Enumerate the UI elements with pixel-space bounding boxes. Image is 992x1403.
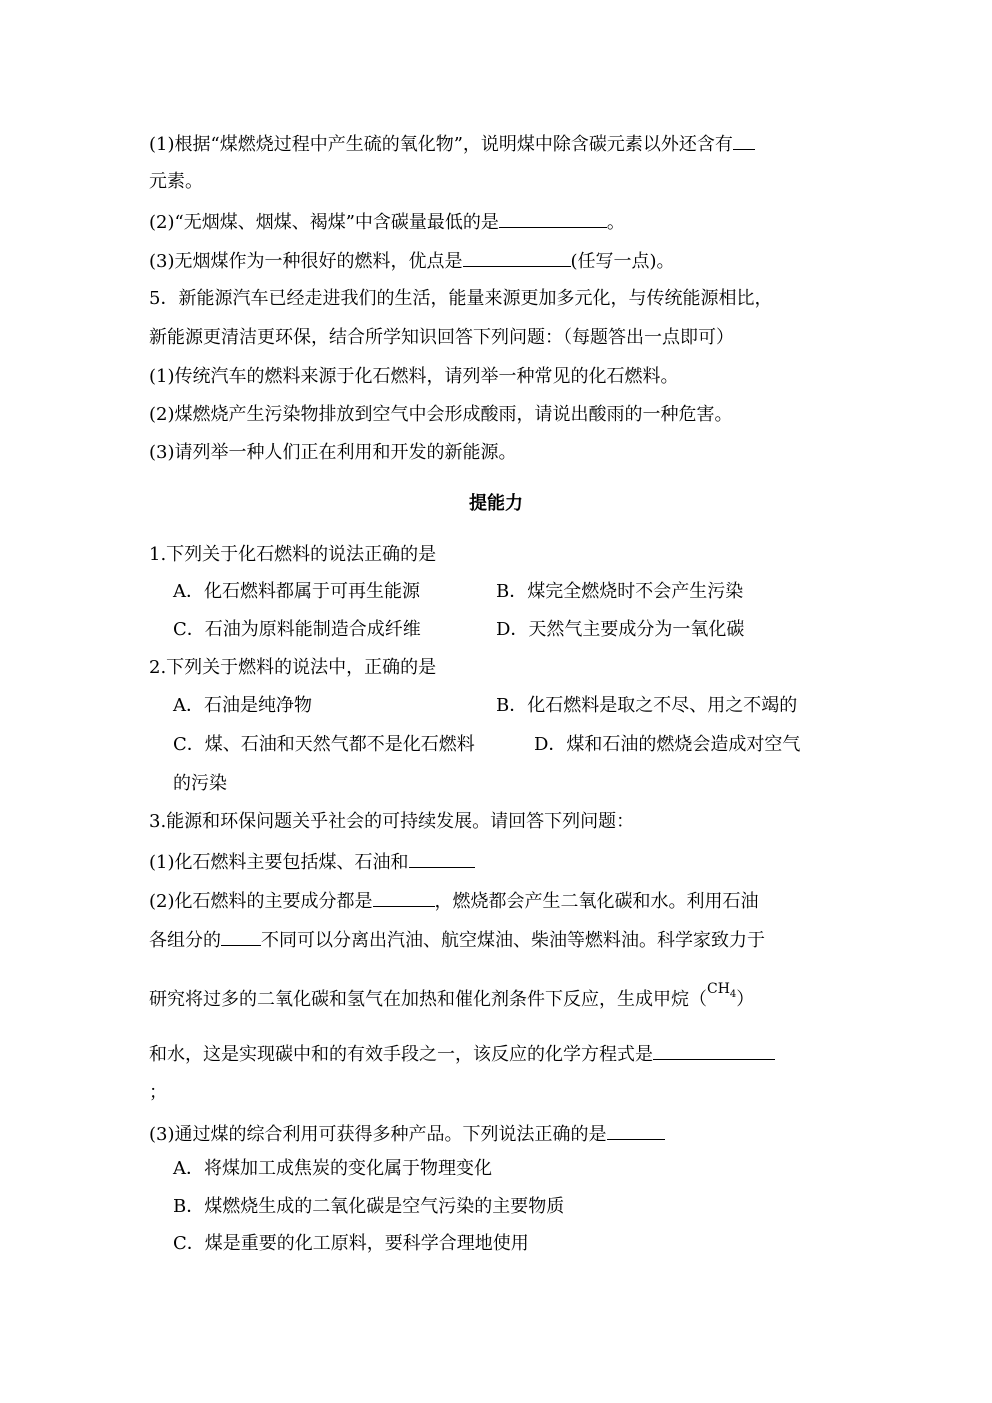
q1-line2: 元素。 (149, 171, 203, 192)
p3-stem: 3.能源和环保问题关乎社会的可持续发展。请回答下列问题： (149, 811, 635, 832)
p3-sub2-text5: 研究将过多的二氧化碳和氢气在加热和催化剂条件下反应，生成甲烷（ (149, 989, 707, 1010)
p3-sub2-text: (2)化石燃料的主要成分都是 (149, 891, 373, 912)
p3-sub2-text7: 和水，这是实现碳中和的有效手段之一，该反应的化学方程式是 (149, 1044, 653, 1065)
p2-option-c[interactable]: C．煤、石油和天然气都不是化石燃料 (173, 734, 475, 755)
q5-sub1: (1)传统汽车的燃料来源于化石燃料，请列举一种常见的化石燃料。 (149, 366, 679, 387)
p1-option-d[interactable]: D．天然气主要成分为一氧化碳 (496, 619, 745, 640)
answer-blank[interactable] (607, 1121, 665, 1140)
answer-blank[interactable] (653, 1041, 775, 1060)
p3-sub2-text3: 各组分的 (149, 930, 221, 951)
q5-sub3: (3)请列举一种人们正在利用和开发的新能源。 (149, 442, 517, 463)
p3-sub2-line5: ； (149, 1082, 167, 1103)
p3-sub2-line4 (149, 1041, 775, 1067)
q2-text: (2)“无烟煤、烟煤、褐煤”中含碳量最低的是 (149, 212, 499, 233)
q1-text: (1)根据“煤燃烧过程中产生硫的氧化物”，说明煤中除含碳元素以外还含有 (149, 134, 733, 155)
answer-blank[interactable] (221, 927, 261, 946)
p3-option-b[interactable]: B．煤燃烧生成的二氧化碳是空气污染的主要物质 (173, 1196, 565, 1217)
p3-sub3-text: (3)通过煤的综合利用可获得多种产品。下列说法正确的是 (149, 1124, 607, 1145)
p3-sub2-text2: ，燃烧都会产生二氧化碳和水。利用石油 (434, 891, 759, 912)
p2-option-a[interactable]: A．石油是纯净物 (173, 695, 312, 716)
p1-stem: 1.下列关于化石燃料的说法正确的是 (149, 544, 437, 565)
p3-sub2-text4: 不同可以分离出汽油、航空煤油、柴油等燃料油。科学家致力于 (261, 930, 765, 951)
p3-sub1 (149, 849, 475, 875)
p2-stem: 2.下列关于燃料的说法中，正确的是 (149, 657, 437, 678)
p2-option-b[interactable]: B．化石燃料是取之不尽、用之不竭的 (496, 695, 798, 716)
answer-blank[interactable] (733, 131, 755, 150)
answer-blank[interactable] (409, 849, 475, 868)
q5-line2: 新能源更清洁更环保，结合所学知识回答下列问题：（每题答出一点即可） (149, 327, 734, 348)
p3-sub3 (149, 1121, 665, 1147)
answer-blank[interactable] (373, 888, 435, 907)
section-title: 提能力 (469, 493, 523, 514)
q3-end: (任写一点)。 (570, 251, 675, 272)
q3-text: (3)无烟煤作为一种很好的燃料，优点是 (149, 251, 463, 272)
p2-option-d-cont: 的污染 (173, 773, 227, 794)
p1-option-c[interactable]: C．石油为原料能制造合成纤维 (173, 619, 421, 640)
answer-blank[interactable] (463, 248, 571, 267)
q1-line1 (149, 131, 755, 157)
p3-sub1-text: (1)化石燃料主要包括煤、石油和 (149, 852, 409, 873)
q5-sub2: (2)煤燃烧产生污染物排放到空气中会形成酸雨，请说出酸雨的一种危害。 (149, 404, 733, 425)
p1-option-b[interactable]: B．煤完全燃烧时不会产生污染 (496, 581, 744, 602)
q2-line (149, 209, 625, 235)
p3-sub2-line1 (149, 888, 759, 914)
p3-sub2-text6: ） (736, 989, 755, 1010)
p3-option-c[interactable]: C．煤是重要的化工原料，要科学合理地使用 (173, 1233, 529, 1254)
methane-formula: CH4 (707, 981, 737, 1000)
p3-sub2-line2 (149, 927, 765, 953)
p3-option-a[interactable]: A．将煤加工成焦炭的变化属于物理变化 (173, 1158, 492, 1179)
p2-option-d[interactable]: D．煤和石油的燃烧会造成对空气 (534, 734, 801, 755)
q3-line (149, 248, 675, 274)
p3-sub2-line3 (149, 981, 755, 1019)
answer-blank[interactable] (499, 209, 607, 228)
q2-end: 。 (606, 212, 625, 233)
q5-line1: 5．新能源汽车已经走进我们的生活，能量来源更加多元化，与传统能源相比， (149, 288, 773, 309)
p1-option-a[interactable]: A．化石燃料都属于可再生能源 (173, 581, 420, 602)
